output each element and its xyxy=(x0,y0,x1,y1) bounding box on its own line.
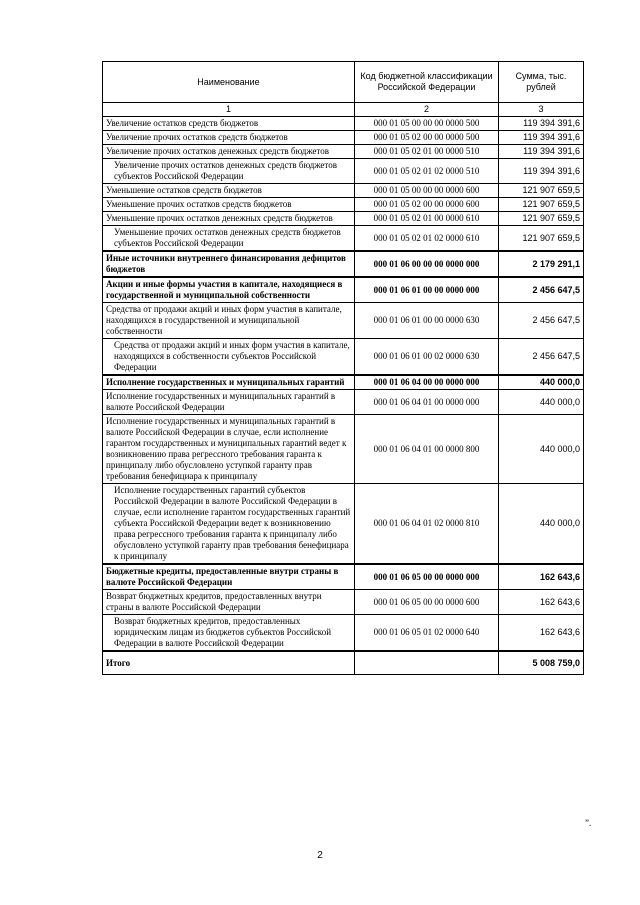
table-row xyxy=(103,339,584,376)
row-sum: 162 643,6 xyxy=(499,564,584,590)
row-code: 000 01 06 00 00 00 0000 000 xyxy=(355,251,499,277)
row-code: 000 01 05 02 01 00 0000 510 xyxy=(355,145,499,159)
table-row xyxy=(103,415,584,484)
row-sum: 440 000,0 xyxy=(499,484,584,565)
row-sum: 119 394 391,6 xyxy=(499,145,584,159)
row-name: Средства от продажи акций и иных форм участия в капитале, находящихся в государственной и муниципальной собственности xyxy=(103,303,355,339)
budget-sources-table xyxy=(102,61,584,675)
total-label: Итого xyxy=(103,651,355,675)
table-row-section xyxy=(103,251,584,277)
row-code: 000 01 05 00 00 00 0000 500 xyxy=(355,117,499,131)
table-row xyxy=(103,131,584,145)
table-row-section xyxy=(103,277,584,303)
row-code: 000 01 06 04 01 00 0000 000 xyxy=(355,390,499,415)
row-sum: 440 000,0 xyxy=(499,390,584,415)
row-name: Возврат бюджетных кредитов, предоставленных внутри страны в валюте Российской Федерации xyxy=(103,590,355,615)
table-row xyxy=(103,303,584,339)
page-number: 2 xyxy=(317,850,323,861)
row-sum: 162 643,6 xyxy=(499,590,584,615)
header-sum: Сумма, тыс. рублей xyxy=(499,62,584,103)
row-name: Иные источники внутреннего финансирования дефицитов бюджетов xyxy=(103,251,355,277)
row-sum: 119 394 391,6 xyxy=(499,159,584,184)
row-code: 000 01 06 05 01 02 0000 640 xyxy=(355,615,499,652)
row-code: 000 01 05 02 01 00 0000 610 xyxy=(355,212,499,226)
column-number: 1 xyxy=(103,103,355,117)
table-row xyxy=(103,117,584,131)
table-row-section xyxy=(103,564,584,590)
row-sum: 440 000,0 xyxy=(499,415,584,484)
row-name: Возврат бюджетных кредитов, предоставленных юридическим лицам из бюджетов субъектов Российской Федерации в валюте Российской Федерации xyxy=(103,615,355,652)
column-number: 3 xyxy=(499,103,584,117)
total-code xyxy=(355,651,499,675)
table-row-total xyxy=(103,651,584,675)
table-row xyxy=(103,212,584,226)
row-sum: 121 907 659,5 xyxy=(499,184,584,198)
table-row-section xyxy=(103,375,584,390)
row-code: 000 01 05 02 00 00 0000 500 xyxy=(355,131,499,145)
table-header-row xyxy=(103,62,584,103)
row-name: Увеличение прочих остатков денежных средств бюджетов субъектов Российской Федерации xyxy=(103,159,355,184)
row-sum: 2 456 647,5 xyxy=(499,277,584,303)
closing-quote-mark: ”. xyxy=(585,818,592,828)
header-code: Код бюджетной классификации Российской Федерации xyxy=(355,62,499,103)
row-sum: 440 000,0 xyxy=(499,375,584,390)
table-row xyxy=(103,390,584,415)
row-sum: 119 394 391,6 xyxy=(499,131,584,145)
row-name: Бюджетные кредиты, предоставленные внутри страны в валюте Российской Федерации xyxy=(103,564,355,590)
row-name: Увеличение прочих остатков денежных средств бюджетов xyxy=(103,145,355,159)
row-sum: 121 907 659,5 xyxy=(499,212,584,226)
row-sum: 162 643,6 xyxy=(499,615,584,652)
row-code: 000 01 05 02 01 02 0000 610 xyxy=(355,226,499,252)
table-row xyxy=(103,484,584,565)
row-code: 000 01 05 02 00 00 0000 600 xyxy=(355,198,499,212)
row-code: 000 01 06 04 01 00 0000 800 xyxy=(355,415,499,484)
row-sum: 2 456 647,5 xyxy=(499,303,584,339)
row-sum: 121 907 659,5 xyxy=(499,226,584,252)
row-name: Исполнение государственных и муниципальных гарантий в валюте Российской Федерации xyxy=(103,390,355,415)
column-number-row xyxy=(103,103,584,117)
table-row xyxy=(103,159,584,184)
row-name: Исполнение государственных и муниципальных гарантий в валюте Российской Федерации в случае, если исполнение гарантом государственных и муниципальных гарантий ведет к возникновению права регрессного требования гаранта к принципалу либо обусловлено уступкой гаранту прав требования бенефициара к принципалу xyxy=(103,415,355,484)
row-name: Уменьшение прочих остатков денежных средств бюджетов субъектов Российской Федерации xyxy=(103,226,355,252)
row-code: 000 01 06 05 00 00 0000 000 xyxy=(355,564,499,590)
row-code: 000 01 06 05 00 00 0000 600 xyxy=(355,590,499,615)
table-row xyxy=(103,590,584,615)
row-sum: 121 907 659,5 xyxy=(499,198,584,212)
row-name: Средства от продажи акций и иных форм участия в капитале, находящихся в собственности субъектов Российской Федерации xyxy=(103,339,355,376)
table-row xyxy=(103,615,584,652)
row-name: Уменьшение остатков средств бюджетов xyxy=(103,184,355,198)
row-sum: 2 179 291,1 xyxy=(499,251,584,277)
row-code: 000 01 06 01 00 02 0000 630 xyxy=(355,339,499,376)
total-sum: 5 008 759,0 xyxy=(499,651,584,675)
row-sum: 119 394 391,6 xyxy=(499,117,584,131)
row-code: 000 01 05 02 01 02 0000 510 xyxy=(355,159,499,184)
row-name: Акции и иные формы участия в капитале, находящиеся в государственной и муниципальной собственности xyxy=(103,277,355,303)
row-name: Увеличение прочих остатков средств бюджетов xyxy=(103,131,355,145)
row-name: Исполнение государственных и муниципальных гарантий xyxy=(103,375,355,390)
row-code: 000 01 05 00 00 00 0000 600 xyxy=(355,184,499,198)
row-name: Исполнение государственных гарантий субъектов Российской Федерации в валюте Российской Федерации в случае, если исполнение гарантом государственных гарантий субъекта Российской Федерации ведет к возникновению права регрессного требования гаранта к принципалу либо обусловлено уступкой гаранту прав требования бенефициара к принципалу xyxy=(103,484,355,565)
row-code: 000 01 06 04 00 00 0000 000 xyxy=(355,375,499,390)
header-name: Наименование xyxy=(103,62,355,103)
table-row xyxy=(103,184,584,198)
table-row xyxy=(103,198,584,212)
row-code: 000 01 06 01 00 00 0000 000 xyxy=(355,277,499,303)
row-code: 000 01 06 04 01 02 0000 810 xyxy=(355,484,499,565)
row-name: Уменьшение прочих остатков денежных средств бюджетов xyxy=(103,212,355,226)
table-row xyxy=(103,226,584,252)
table-row xyxy=(103,145,584,159)
column-number: 2 xyxy=(355,103,499,117)
row-sum: 2 456 647,5 xyxy=(499,339,584,376)
row-name: Увеличение остатков средств бюджетов xyxy=(103,117,355,131)
row-code: 000 01 06 01 00 00 0000 630 xyxy=(355,303,499,339)
row-name: Уменьшение прочих остатков средств бюджетов xyxy=(103,198,355,212)
